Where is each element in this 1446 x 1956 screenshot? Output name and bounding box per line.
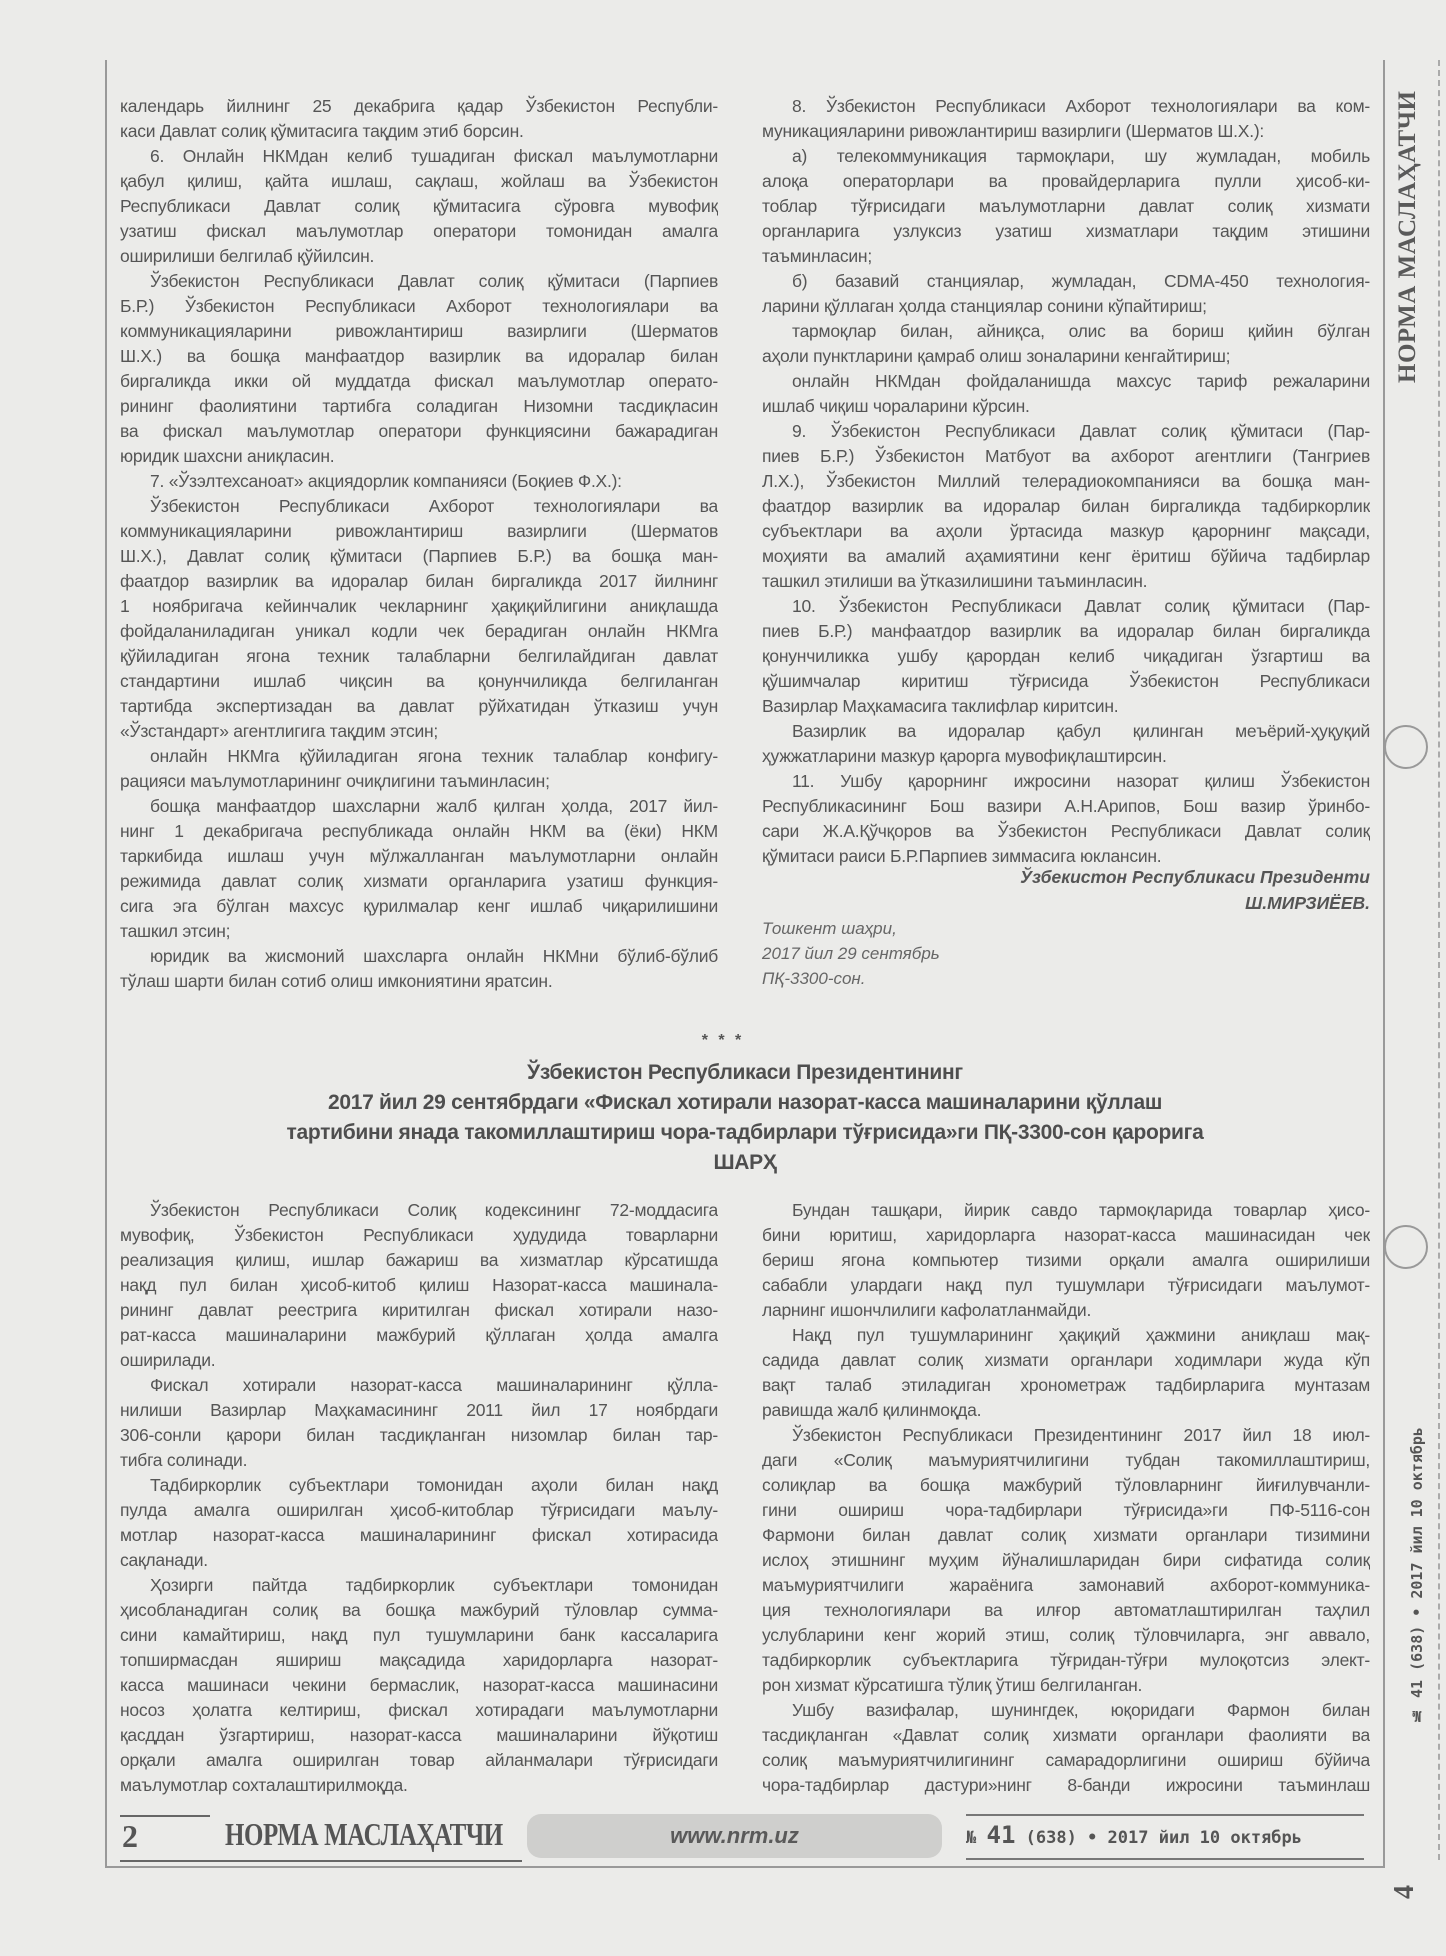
- issue-details: (638) • 2017 йил 10 октябрь: [1025, 1828, 1302, 1848]
- text-line: б) базавий станциялар, жумладан, CDMA-450 технология-: [792, 271, 1370, 291]
- signature-number: ПҚ-3300-сон.: [762, 969, 866, 988]
- text-line: онлайн НКМдан фойдаланишда махсус тариф режаларини: [792, 371, 1370, 391]
- text-line: аҳоли пунктларини қамраб олиш зоналарини кенгайтириш;: [762, 346, 1231, 366]
- text-line: ишлаб чиқиш чораларини кўрсин.: [762, 396, 1030, 416]
- text-line: тўлаш шарти билан сотиб олиш имкониятини яратсин.: [120, 971, 553, 991]
- commentary-title: [120, 1058, 1370, 1178]
- text-line: таркибида ишлаш учун мўлжалланган маълумотларни онлайн: [120, 846, 718, 866]
- column-bottom-left: [120, 1198, 718, 1798]
- text-line: режимида давлат солиқ хизмати органларига узатиш функция-: [120, 871, 718, 891]
- text-line: мотлар назорат-касса машиналарининг фискал хотирасида: [120, 1525, 718, 1545]
- text-line: Фискал хотирали назорат-касса машиналарининг қўлла-: [150, 1375, 718, 1395]
- binder-hole-icon: [1384, 725, 1428, 769]
- paragraph: [762, 1198, 1370, 1323]
- text-line: ислоҳ этишнинг муҳим йўналишларидан бири сифатида солиқ: [762, 1550, 1370, 1570]
- text-line: ҳисобланадиган солиқ ва бошқа мажбурий тўловлар сумма-: [120, 1600, 718, 1620]
- text-line: Бундан ташқари, йирик савдо тармоқларида товарлар ҳисо-: [792, 1200, 1370, 1220]
- footer-page-number: 2: [122, 1818, 138, 1854]
- text-line: қўйиладиган ягона техник талабларни белгилайдиган давлат: [120, 646, 718, 666]
- signature-date: 2017 йил 29 сентябрь: [762, 944, 940, 963]
- paragraph: [120, 944, 718, 994]
- text-line: нинг 1 декабригача республикада онлайн НКМ ва (ёки) НКМ: [120, 821, 718, 841]
- column-top-right: [762, 94, 1370, 869]
- paragraph: [762, 1323, 1370, 1423]
- paragraph: [762, 419, 1370, 594]
- commentary-title-line: Ўзбекистон Республикаси Президентининг: [527, 1061, 963, 1084]
- paragraph: [120, 1573, 718, 1798]
- footer-rule: [120, 1860, 522, 1862]
- text-line: Вазирлик ва идоралар қабул қилинган меъёрий-ҳуқуқий: [792, 721, 1370, 741]
- paragraph: [120, 1373, 718, 1473]
- text-line: таъминласин;: [762, 246, 872, 266]
- paragraph: [762, 769, 1370, 869]
- text-line: мувофиқ, Ўзбекистон Республикаси ҳудудида товарларни: [120, 1225, 718, 1245]
- paragraph: [762, 94, 1370, 144]
- side-cut-line: [1438, 60, 1440, 1860]
- text-line: муникацияларини ривожлантириш вазирлиги (Шерматов Ш.Х.):: [762, 121, 1265, 141]
- text-line: Ўзбекистон Республикаси Президентининг 2017 йил 18 июл-: [792, 1425, 1370, 1445]
- text-line: Ўзбекистон Республикаси Давлат солиқ қўмитаси (Парпиев: [150, 271, 718, 291]
- paragraph: [120, 144, 718, 269]
- text-line: қабул қилиш, қайта ишлаш, сақлаш, жойлаш ва Ўзбекистон: [120, 171, 718, 191]
- text-line: вақт талаб этиладиган хронометраж тадбирларига мунтазам: [762, 1375, 1370, 1395]
- text-line: 7. «Ўзэлтехсаноат» акциядорлик компанияси (Боқиев Ф.Х.):: [150, 471, 622, 491]
- text-line: коммуникацияларини ривожлантириш вазирлиги (Шерматов: [120, 521, 718, 541]
- text-line: пиев Б.Р.) Ўзбекистон Матбуот ва ахборот агентлиги (Тангриев: [762, 446, 1370, 466]
- text-line: касса машинаси чекини бермаслик, назорат-касса машинасини: [120, 1675, 718, 1695]
- footer-issue: [966, 1820, 1364, 1853]
- text-line: а) телекоммуникация тармоқлари, шу жумладан, мобиль: [792, 146, 1370, 166]
- text-line: Ўзбекистон Республикаси Солиқ кодексининг 72-моддасига: [150, 1200, 718, 1220]
- text-line: алоқа операторлари ва провайдерларига пулли ҳисоб-ки-: [762, 171, 1370, 191]
- text-line: рининг фаолиятини тартибга соладиган Низомни тасдиқласин: [120, 396, 718, 416]
- side-page-number: 4: [1389, 1885, 1420, 1899]
- text-line: каси Давлат солиқ қўмитасига тақдим этиб борсин.: [120, 121, 524, 141]
- signature-place: Тошкент шаҳри,: [762, 919, 897, 938]
- text-line: нилиши Вазирлар Маҳкамасининг 2011 йил 17 ноябрдаги: [120, 1400, 718, 1420]
- text-line: календарь йилнинг 25 декабрига қадар Ўзбекистон Республи-: [120, 96, 718, 116]
- text-line: Республикаси Давлат солиқ қўмитасига сўровга мувофиқ: [120, 196, 718, 216]
- text-line: ларнинг ишончлилиги кафолатланмайди.: [762, 1300, 1092, 1320]
- text-line: бериш ягона компьютер тизими орқали амалга оширилиши: [762, 1250, 1370, 1270]
- text-line: онлайн НКМга қўйиладиган ягона техник талаблар конфигу-: [150, 746, 718, 766]
- text-line: 8. Ўзбекистон Республикаси Ахборот технологиялари ва ком-: [792, 96, 1370, 116]
- text-line: сақланади.: [120, 1550, 208, 1570]
- text-line: Фармони билан давлат солиқ хизмати органлари тизимини: [762, 1525, 1370, 1545]
- text-line: бошқа манфаатдор шахсларни жалб қилган ҳолда, 2017 йил-: [150, 796, 718, 816]
- text-line: пулда амалга оширилган ҳисоб-китоблар тўғрисидаги маълу-: [120, 1500, 718, 1520]
- text-line: 9. Ўзбекистон Республикаси Давлат солиқ қўмитаси (Пар-: [792, 421, 1370, 441]
- text-line: қонунчиликка ушбу қарордан келиб чиқадиган ўзгартиш ва: [762, 646, 1370, 666]
- text-line: рацияси маълумотларининг очиқлигини таъминласин;: [120, 771, 550, 791]
- paragraph: [120, 1473, 718, 1573]
- text-line: қўшимчалар киритиш тўғрисида Ўзбекистон Республикаси: [762, 671, 1370, 691]
- text-line: Ш.Х.), Давлат солиқ қўмитаси (Парпиев Б.Р.) ва бошқа ман-: [120, 546, 718, 566]
- text-line: Вазирлар Маҳкамасига таклифлар киритсин.: [762, 696, 1119, 716]
- side-issue: № 41 (638) • 2017 йил 10 октябрь: [1408, 1427, 1426, 1725]
- paragraph: [120, 469, 718, 494]
- text-line: 6. Онлайн НКМдан келиб тушадиган фискал маълумотларни: [150, 146, 718, 166]
- text-line: юридик ва жисмоний шахсларга онлайн НКМни бўлиб-бўлиб: [150, 946, 718, 966]
- text-line: коммуникацияларини ривожлантириш вазирлиги (Шерматов: [120, 321, 718, 341]
- text-line: даги «Солиқ маъмуриятчилигини тубдан такомиллаштириш,: [762, 1450, 1370, 1470]
- text-line: рат-касса машиналарини мажбурий қўллаган ҳолда амалга: [120, 1325, 718, 1345]
- issue-prefix: №: [966, 1828, 977, 1848]
- side-brand-logo: НОРМА МАСЛАҲАТЧИ: [1394, 90, 1421, 384]
- text-line: маъмуриятчилиги жараёнига замонавий ахборот-коммуника-: [762, 1575, 1370, 1595]
- text-line: рон хизмат кўрсатишга тўлиқ ўтиш белгиланган.: [762, 1675, 1143, 1695]
- paragraph: [762, 1698, 1370, 1798]
- text-line: тасдиқланган «Давлат солиқ хизмати органлари фаолияти ва: [762, 1725, 1370, 1745]
- text-line: оширилиши белгилаб қўйилсин.: [120, 246, 375, 266]
- commentary-title-line: тартибини янада такомиллаштириш чора-тадбирлари тўғрисида»ги ПҚ-3300-сон қарорига: [286, 1121, 1204, 1144]
- commentary-title-line: ШАРҲ: [713, 1151, 777, 1174]
- text-line: моҳияти ва амалий аҳамиятини кенг ёритиш бўйича тадбирлар: [762, 546, 1370, 566]
- footer-url[interactable]: www.nrm.uz: [670, 1823, 799, 1848]
- paragraph: [120, 794, 718, 944]
- text-line: орқали амалга оширилган товар айланмалари тўғрисидаги: [120, 1750, 718, 1770]
- signature-name: Ш.МИРЗИЁЕВ.: [1245, 893, 1370, 913]
- text-line: сини камайтириш, нақд пул тушумларини банк кассаларига: [120, 1625, 718, 1645]
- text-line: ташкил этсин;: [120, 921, 231, 941]
- text-line: садида давлат солиқ хизмати органлари ходимлари жуда кўп: [762, 1350, 1370, 1370]
- text-line: ция технологиялари ва илғор автоматлаштирилган таҳлил: [762, 1600, 1370, 1620]
- paragraph: [120, 744, 718, 794]
- text-line: ларини қўллаган ҳолда станциялар сонини кўпайтириш;: [762, 296, 1207, 316]
- text-line: 11. Ушбу қарорнинг ижросини назорат қилиш Ўзбекистон: [792, 771, 1370, 791]
- paragraph: [762, 369, 1370, 419]
- column-bottom-right: [762, 1198, 1370, 1798]
- text-line: сабабли улардаги нақд пул тушумлари тўғрисидаги маълумот-: [762, 1275, 1370, 1295]
- footer-rule: [120, 1815, 210, 1817]
- text-line: қўмитаси раиси Б.Р.Парпиев зиммасига юклансин.: [762, 846, 1162, 866]
- text-line: узатиш фискал маълумотлар оператори томонидан амалга: [120, 221, 718, 241]
- paragraph: [120, 494, 718, 744]
- text-line: гини ошириш чора-тадбирлари тўғрисида»ги ПФ-5116-сон: [762, 1500, 1370, 1520]
- text-line: тадбиркорлик субъектларига тўғридан-тўғри мулоқотсиз элект-: [762, 1650, 1370, 1670]
- text-line: Ушбу вазифалар, шунингдек, юқоридаги Фармон билан: [792, 1700, 1370, 1720]
- text-line: ҳужжатларини мазкур қарорга мувофиқлаштирсин.: [762, 746, 1167, 766]
- text-line: субъектлари ва аҳоли ўртасида мазкур қарорнинг мақсади,: [762, 521, 1370, 541]
- paragraph: [762, 144, 1370, 269]
- text-line: сари Ж.А.Қўчқоров ва Ўзбекистон Республикаси Давлат солиқ: [762, 821, 1370, 841]
- text-line: солиқ маъмуриятчилигининг самарадорлигини ошириш бўйича: [762, 1750, 1370, 1770]
- text-line: «Ўзстандарт» агентлигига тақдим этсин;: [120, 721, 439, 741]
- text-line: равишда жалб қилинмоқда.: [762, 1400, 982, 1420]
- text-line: 10. Ўзбекистон Республикаси Давлат солиқ қўмитаси (Пар-: [792, 596, 1370, 616]
- paragraph: [762, 719, 1370, 769]
- text-line: қасддан ўзгартириш, назорат-касса машиналарини йўқотиш: [120, 1725, 718, 1745]
- paragraph: [120, 94, 718, 144]
- text-line: Республикасининг Бош вазири А.Н.Арипов, Бош вазир ўринбо-: [762, 796, 1370, 816]
- text-line: Л.Х.), Ўзбекистон Миллий телерадиокомпанияси ва бошқа ман-: [762, 471, 1370, 491]
- text-line: услубларини кенг жорий этиш, солиқ тўловчиларга, энг аввало,: [762, 1625, 1370, 1645]
- text-line: Тадбиркорлик субъектлари томонидан аҳоли билан нақд: [150, 1475, 718, 1495]
- text-line: носоз ҳолатга келтириш, фискал хотирадаги маълумотларни: [120, 1700, 718, 1720]
- text-line: фаатдор вазирлик ва идоралар билан биргаликда тадбиркорлик: [762, 496, 1370, 516]
- text-line: тармоқлар билан, айниқса, олис ва бориш қийин бўлган: [792, 321, 1370, 341]
- text-line: сига эга бўлган махсус қурилмалар кенг ишлаб чиқарилишини: [120, 896, 718, 916]
- text-line: бини юритиш, харидорларга назорат-касса машинасидан чек: [762, 1225, 1370, 1245]
- text-line: пиев Б.Р.) манфаатдор вазирлик ва идоралар билан биргаликда: [762, 621, 1370, 641]
- text-line: Нақд пул тушумларининг ҳақиқий ҳажмини аниқлаш мақ-: [792, 1325, 1370, 1345]
- text-line: биргаликда икки ой муддатда фискал маълумотлар операто-: [120, 371, 718, 391]
- text-line: 306-сонли қарори билан тасдиқланган низомлар билан тар-: [120, 1425, 718, 1445]
- commentary-title-line: 2017 йил 29 сентябрдаги «Фискал хотирали назорат-касса машиналарини қўллаш: [327, 1091, 1163, 1114]
- section-separator: * * *: [701, 1032, 745, 1049]
- column-top-left: [120, 94, 718, 994]
- text-line: рининг давлат реестрига киритилган фискал хотирали назо-: [120, 1300, 718, 1320]
- paragraph: [762, 319, 1370, 369]
- text-line: топширмасдан яшириш мақсадида харидорларга назорат-: [120, 1650, 718, 1670]
- text-line: стандартини ишлаб чиқсин ва қонунчиликда белгиланган: [120, 671, 718, 691]
- text-line: Ш.Х.) ва бошқа манфаатдор вазирлик ва идоралар билан: [120, 346, 718, 366]
- text-line: ва фискал маълумотлар оператори функциясини бажарадиган: [120, 421, 718, 441]
- text-line: фаатдор вазирлик ва идоралар билан биргаликда 2017 йилнинг: [120, 571, 718, 591]
- paragraph: [762, 269, 1370, 319]
- text-line: маълумотлар сохталаштирилмоқда.: [120, 1775, 408, 1795]
- text-line: тибга солинади.: [120, 1450, 248, 1470]
- text-line: юридик шахсни аниқласин.: [120, 446, 335, 466]
- text-line: Б.Р.) Ўзбекистон Республикаси Ахборот технологиялари ва: [120, 296, 718, 316]
- text-line: Ҳозирги пайтда тадбиркорлик субъектлари томонидан: [150, 1575, 718, 1595]
- issue-number: 41: [986, 1821, 1016, 1849]
- text-line: тоблар тўғрисидаги маълумотларни давлат солиқ хизмати: [762, 196, 1370, 216]
- paragraph: [120, 1198, 718, 1373]
- text-line: оширилади.: [120, 1350, 216, 1370]
- text-line: тартибда экспертизадан ва давлат рўйхатидан ўтказиш учун: [120, 696, 718, 716]
- paragraph: [762, 1423, 1370, 1698]
- text-line: ташкил этилиши ва ўтказилишини таъминласин.: [762, 571, 1148, 591]
- text-line: 1 ноябригача кейинчалик чекларнинг ҳақиқийлигини аниқлашда: [120, 596, 718, 616]
- text-line: реализация қилиш, ишлар бажариш ва хизматлар кўрсатишда: [120, 1250, 718, 1270]
- signature-title: Ўзбекистон Республикаси Президенти: [1020, 867, 1370, 887]
- text-line: органларига узлуксиз узатиш хизматлари тақдим этишини: [762, 221, 1370, 241]
- text-line: нақд пул билан ҳисоб-китоб қилиш Назорат-касса машинала-: [120, 1275, 718, 1295]
- footer-brand-logo: НОРМА МАСЛАҲАТЧИ: [225, 1816, 503, 1852]
- text-line: чора-тадбирлар дастури»нинг 8-банди ижросини таъминлаш: [762, 1775, 1370, 1795]
- paragraph: [120, 269, 718, 469]
- paragraph: [762, 594, 1370, 719]
- text-line: Ўзбекистон Республикаси Ахборот технологиялари ва: [150, 496, 718, 516]
- text-line: фойдаланиладиган уникал кодли чек берадиган онлайн НКМга: [120, 621, 718, 641]
- text-line: солиқлар ва бошқа мажбурий тўловларнинг йиғилувчанли-: [762, 1475, 1370, 1495]
